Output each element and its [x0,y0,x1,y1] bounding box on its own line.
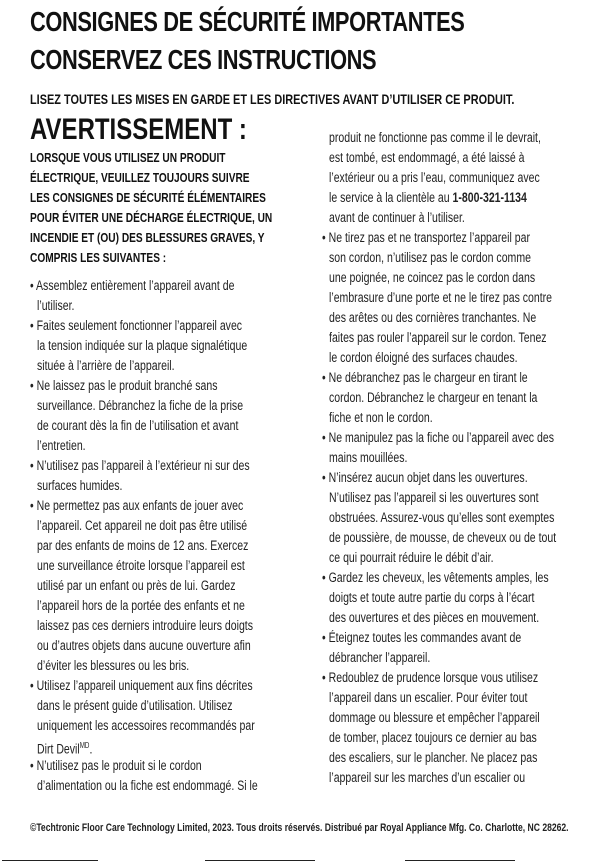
body-text-line: uniquement les accessoires recommandés par [37,718,255,733]
body-text-line: produit ne fonctionne pas comme il le devrait, [329,130,541,145]
warning-intro [30,148,360,268]
body-text-line: l’extérieur ou a pris l’eau, communiquez avec [329,170,540,185]
warning-intro-line: LORSQUE VOUS UTILISEZ UN PRODUIT [30,150,226,165]
body-text-line: ou d’autres objets dans aucune ouverture afin [37,638,251,653]
body-text-line: • Ne laissez pas le produit branché sans [30,378,218,393]
body-text-line: l’appareil sur les marches d’un escalier ou [329,770,526,785]
body-text-line: cordon. Débranchez le chargeur en tenant la [329,390,538,405]
body-text-line: • Éteignez toutes les commandes avant de [322,630,522,645]
body-text-line: • N’utilisez pas l’appareil à l’extérieur ni sur des [30,458,250,473]
footer-rule-right [405,860,515,861]
body-text-line: le service à la clientèle au 1-800-321-1134 [329,190,527,205]
body-text-line: laissez pas ces derniers introduire leurs doigts [37,618,253,633]
body-text-line: N’utilisez pas l’appareil si les ouvertures sont [329,490,539,505]
footer-rule-center [205,860,315,861]
body-text-line: • Ne manipulez pas la fiche ou l’appareil avec des [322,430,554,445]
body-text-line: l’utiliser. [37,298,75,313]
body-text-line: de poussière, de mousse, de cheveux ou de tout [329,530,557,545]
page-title-line-1: CONSIGNES DE SÉCURITÉ IMPORTANTES [30,6,465,37]
body-text-line: utilisé par un enfant ou près de lui. Gardez [37,578,236,593]
body-text-line: une poignée, ne coincez pas le cordon dans [329,270,536,285]
customer-service-phone: 1-800-321-1134 [452,190,527,205]
body-text-line: l’appareil hors de la portée des enfants et ne [37,598,245,613]
page-title-line-2: CONSERVEZ CES INSTRUCTIONS [30,44,377,75]
body-text-line: surfaces humides. [37,478,123,493]
body-text-line: • Ne permettez pas aux enfants de jouer avec [30,498,244,513]
subtitle: LISEZ TOUTES LES MISES EN GARDE ET LES DIRECTIVES AVANT D’UTILISER CE PRODUIT. [30,91,515,107]
body-text-line: de courant dès la fin de l’utilisation et avant [37,418,239,433]
body-text-line: • Utilisez l’appareil uniquement aux fins décrites [30,678,253,693]
right-column [322,128,609,788]
left-column [30,276,322,796]
warning-intro-line: LES CONSIGNES DE SÉCURITÉ ÉLÉMENTAIRES [30,190,266,205]
body-text-line: l’embrasure d’une porte et ne le tirez pas contre [329,290,553,305]
body-text-line: ce qui pourrait réduire le débit d’air. [329,550,494,565]
body-text-line: l’appareil. Cet appareil ne doit pas être utilisé [37,518,248,533]
body-text-line: • N’utilisez pas le produit si le cordon [30,758,202,773]
warning-heading: AVERTISSEMENT : [30,113,247,146]
body-text-line: située à l’arrière de l’appareil. [37,358,175,373]
body-text-line: doigts et toute autre partie du corps à l’écart [329,590,535,605]
body-text-line: mains mouillées. [329,450,408,465]
body-text-line: dans le présent guide d’utilisation. Utilisez [37,698,233,713]
warning-intro-line: ÉLECTRIQUE, VEUILLEZ TOUJOURS SUIVRE [30,170,250,185]
body-text-line: une surveillance étroite lorsque l’appareil est [37,558,245,573]
body-text-line: d’éviter les blessures ou les bris. [37,658,190,673]
body-text-line: • N’insérez aucun objet dans les ouvertures. [322,470,528,485]
body-text-line: des arêtes ou des cornières tranchantes. Ne [329,310,537,325]
body-text-line: • Ne tirez pas et ne transportez l’appareil par [322,230,530,245]
body-text-line: débrancher l’appareil. [329,650,431,665]
body-text-line: est tombé, est endommagé, a été laissé à [329,150,525,165]
body-text-line: obstruées. Assurez-vous qu’elles sont exemptes [329,510,555,525]
body-text-line: d’alimentation ou la fiche est endommagé. Si le [37,778,258,793]
body-text-line: • Assemblez entièrement l’appareil avant de [30,278,235,293]
body-text-line: de tomber, placez toujours ce dernier au bas [329,730,537,745]
body-text-line: son cordon, n’utilisez pas le cordon comme [329,250,531,265]
body-text-line: faites pas rouler l’appareil sur le cordon. Tenez [329,330,547,345]
body-text-line: dommage ou blessure et empêcher l’appareil [329,710,540,725]
body-text-line: surveillance. Débranchez la fiche de la prise [37,398,244,413]
copyright-footer: ©Techtronic Floor Care Technology Limited, 2023. Tous droits réservés. Distribué par Royal Appliance Mfg. Co. Charlotte, NC 28262. [30,822,569,834]
body-text-line: l’entretien. [37,438,86,453]
warning-intro-line: POUR ÉVITER UNE DÉCHARGE ÉLECTRIQUE, UN [30,210,273,225]
body-text-line: • Redoublez de prudence lorsque vous utilisez [322,670,539,685]
footer-rule-left [2,860,98,861]
body-text-line: l’appareil dans un escalier. Pour éviter tout [329,690,528,705]
body-text-line: le cordon éloigné des surfaces chaudes. [329,350,518,365]
body-text-line: • Gardez les cheveux, les vêtements amples, les [322,570,549,585]
body-text-line: • Faites seulement fonctionner l’appareil avec [30,318,243,333]
body-text-line: la tension indiquée sur la plaque signalétique [37,338,248,353]
body-text-line: des ouvertures et des pièces en mouvement. [329,610,540,625]
warning-intro-line: COMPRIS LES SUIVANTES : [30,250,167,265]
body-text-line: par des enfants de moins de 12 ans. Exercez [37,538,249,553]
body-text-line: des escaliers, sur le plancher. Ne placez pas [329,750,538,765]
warning-intro-line: INCENDIE ET (OU) DES BLESSURES GRAVES, Y [30,230,265,245]
body-text-line: avant de continuer à l’utiliser. [329,210,465,225]
body-text-line: Dirt Devil$^{MD}$. [37,741,93,757]
body-text-line: fiche et non le cordon. [329,410,433,425]
body-text-line: • Ne débranchez pas le chargeur en tirant le [322,370,528,385]
